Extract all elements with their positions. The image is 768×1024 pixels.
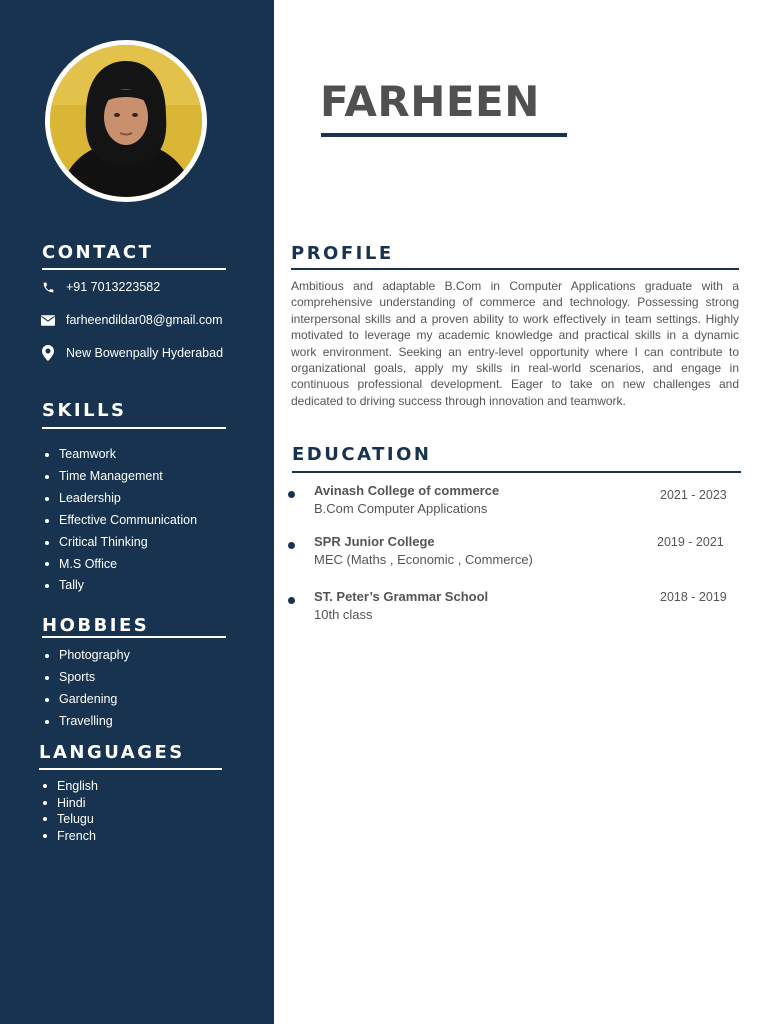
profile-photo xyxy=(50,45,202,197)
skill-item: Time Management xyxy=(44,466,197,488)
profile-photo-frame xyxy=(45,40,207,202)
language-item: Hindi xyxy=(42,795,98,812)
contact-address-text: New Bowenpally Hyderabad xyxy=(66,346,224,360)
profile-heading: PROFILE xyxy=(291,243,394,264)
language-item: French xyxy=(42,828,98,845)
education-school: SPR Junior College xyxy=(314,534,435,549)
contact-phone xyxy=(40,279,160,295)
skill-item: Critical Thinking xyxy=(44,532,197,554)
skill-item: Teamwork xyxy=(44,444,197,466)
languages-divider xyxy=(39,768,222,770)
hobby-item: Travelling xyxy=(44,711,130,733)
bullet-dot xyxy=(288,491,295,498)
bullet-dot xyxy=(288,542,295,549)
skills-divider xyxy=(42,427,226,429)
sidebar xyxy=(0,0,274,1024)
languages-list xyxy=(42,778,98,844)
phone-icon xyxy=(40,279,56,295)
education-years: 2018 - 2019 xyxy=(660,590,727,604)
name-underline xyxy=(321,133,567,137)
education-degree: MEC (Maths , Economic , Commerce) xyxy=(314,552,533,567)
languages-heading: LANGUAGES xyxy=(39,742,185,763)
bullet-dot xyxy=(288,597,295,604)
education-entry xyxy=(288,589,740,629)
education-entry xyxy=(288,483,740,523)
education-divider xyxy=(292,471,741,473)
contact-address xyxy=(40,345,223,361)
contact-phone-text: +91 7013223582 xyxy=(66,280,161,294)
education-heading: EDUCATION xyxy=(292,444,432,465)
contact-email-text: farheendildar08@gmail.com xyxy=(66,313,223,327)
education-school: ST. Peter’s Grammar School xyxy=(314,589,489,604)
hobbies-divider xyxy=(42,636,226,638)
contact-email xyxy=(40,312,223,328)
mail-icon xyxy=(40,312,56,328)
hobby-item: Gardening xyxy=(44,689,130,711)
hobby-item: Sports xyxy=(44,667,130,689)
profile-summary: Ambitious and adaptable B.Com in Computer Applications graduate with a comprehensive understanding of commerce and technology. Possessing strong interpersonal skills and a proven ability to work effectively in team settings. Highly motivated to leverage my academic knowledge and practical skills in a dynamic work environment. Seeking an entry-level opportunity where I can contribute to organizational goals, apply my skills in real-world scenarios, and engage in continuous professional development. Eager to take on new challenges and dedicated to driving success through innovation and teamwork. xyxy=(291,279,739,408)
profile-photo-image xyxy=(50,45,202,197)
skill-item: M.S Office xyxy=(44,554,197,576)
language-item: English xyxy=(42,778,98,795)
education-degree: 10th class xyxy=(314,607,373,622)
hobbies-list xyxy=(44,645,130,733)
skill-item: Effective Communication xyxy=(44,510,197,532)
hobbies-heading: HOBBIES xyxy=(42,615,150,636)
skills-heading: SKILLS xyxy=(42,400,127,421)
hobby-item: Photography xyxy=(44,645,130,667)
skill-item: Tally xyxy=(44,575,197,597)
education-degree: B.Com Computer Applications xyxy=(314,501,488,516)
contact-divider xyxy=(42,268,226,270)
contact-heading: CONTACT xyxy=(42,242,154,263)
education-entry xyxy=(288,534,740,574)
language-item: Telugu xyxy=(42,811,98,828)
profile-divider xyxy=(291,268,739,270)
location-pin-icon xyxy=(40,345,56,361)
education-years: 2021 - 2023 xyxy=(660,488,727,502)
education-years: 2019 - 2021 xyxy=(657,535,724,549)
candidate-name: FARHEEN xyxy=(320,77,540,126)
skills-list xyxy=(44,444,197,597)
skill-item: Leadership xyxy=(44,488,197,510)
education-school: Avinash College of commerce xyxy=(314,483,500,498)
